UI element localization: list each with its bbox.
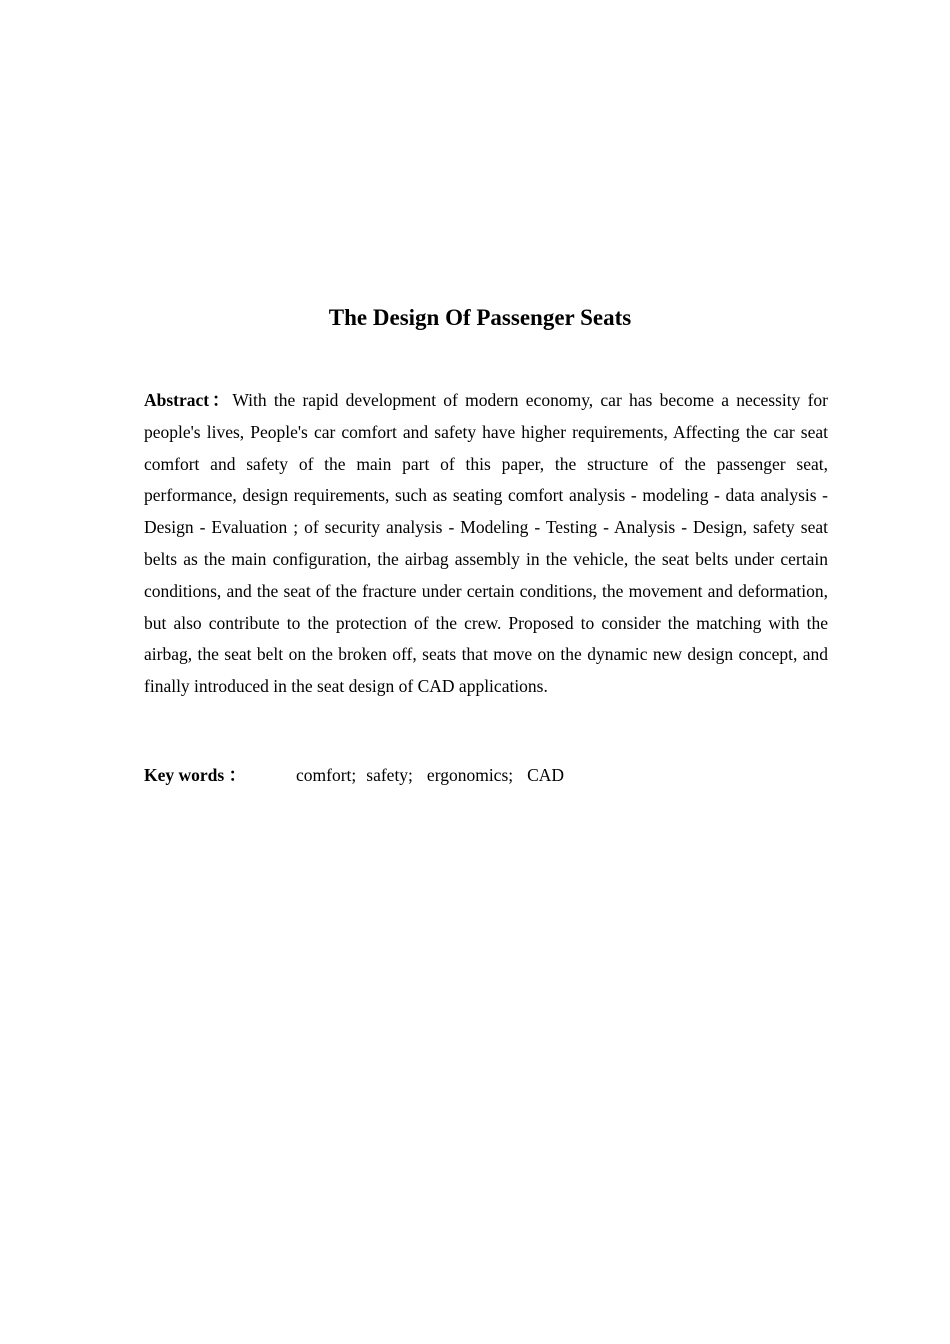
abstract-label: Abstract：: [144, 390, 233, 410]
abstract-paragraph: [144, 385, 828, 703]
keyword-item: safety;: [366, 765, 413, 785]
abstract-text: With the rapid development of modern economy, car has become a necessity for people's lives, People's car comfort and safety have higher requirements, Affecting the car seat comfort and safety of the main part of this paper, the structure of the passenger seat, performance, design requirements, such as seating comfort analysis - modeling - data analysis - Design - Evaluation ; of security analysis - Modeling - Testing - Analysis - Design, safety seat belts as the main configuration, the airbag assembly in the vehicle, the seat belts under certain conditions, and the seat of the fracture under certain conditions, the movement and deformation, but also contribute to the protection of the crew. Proposed to consider the matching with the airbag, the seat belt on the broken off, seats that move on the dynamic new design concept, and finally introduced in the seat design of CAD applications.: [144, 390, 829, 697]
keyword-item: CAD: [527, 765, 565, 785]
keywords-label: Key words ：: [144, 765, 247, 785]
document-title: The Design Of Passenger Seats: [328, 305, 632, 330]
keyword-item: comfort;: [296, 765, 357, 785]
keywords-line: [144, 760, 828, 790]
keyword-item: ergonomics;: [426, 765, 514, 785]
